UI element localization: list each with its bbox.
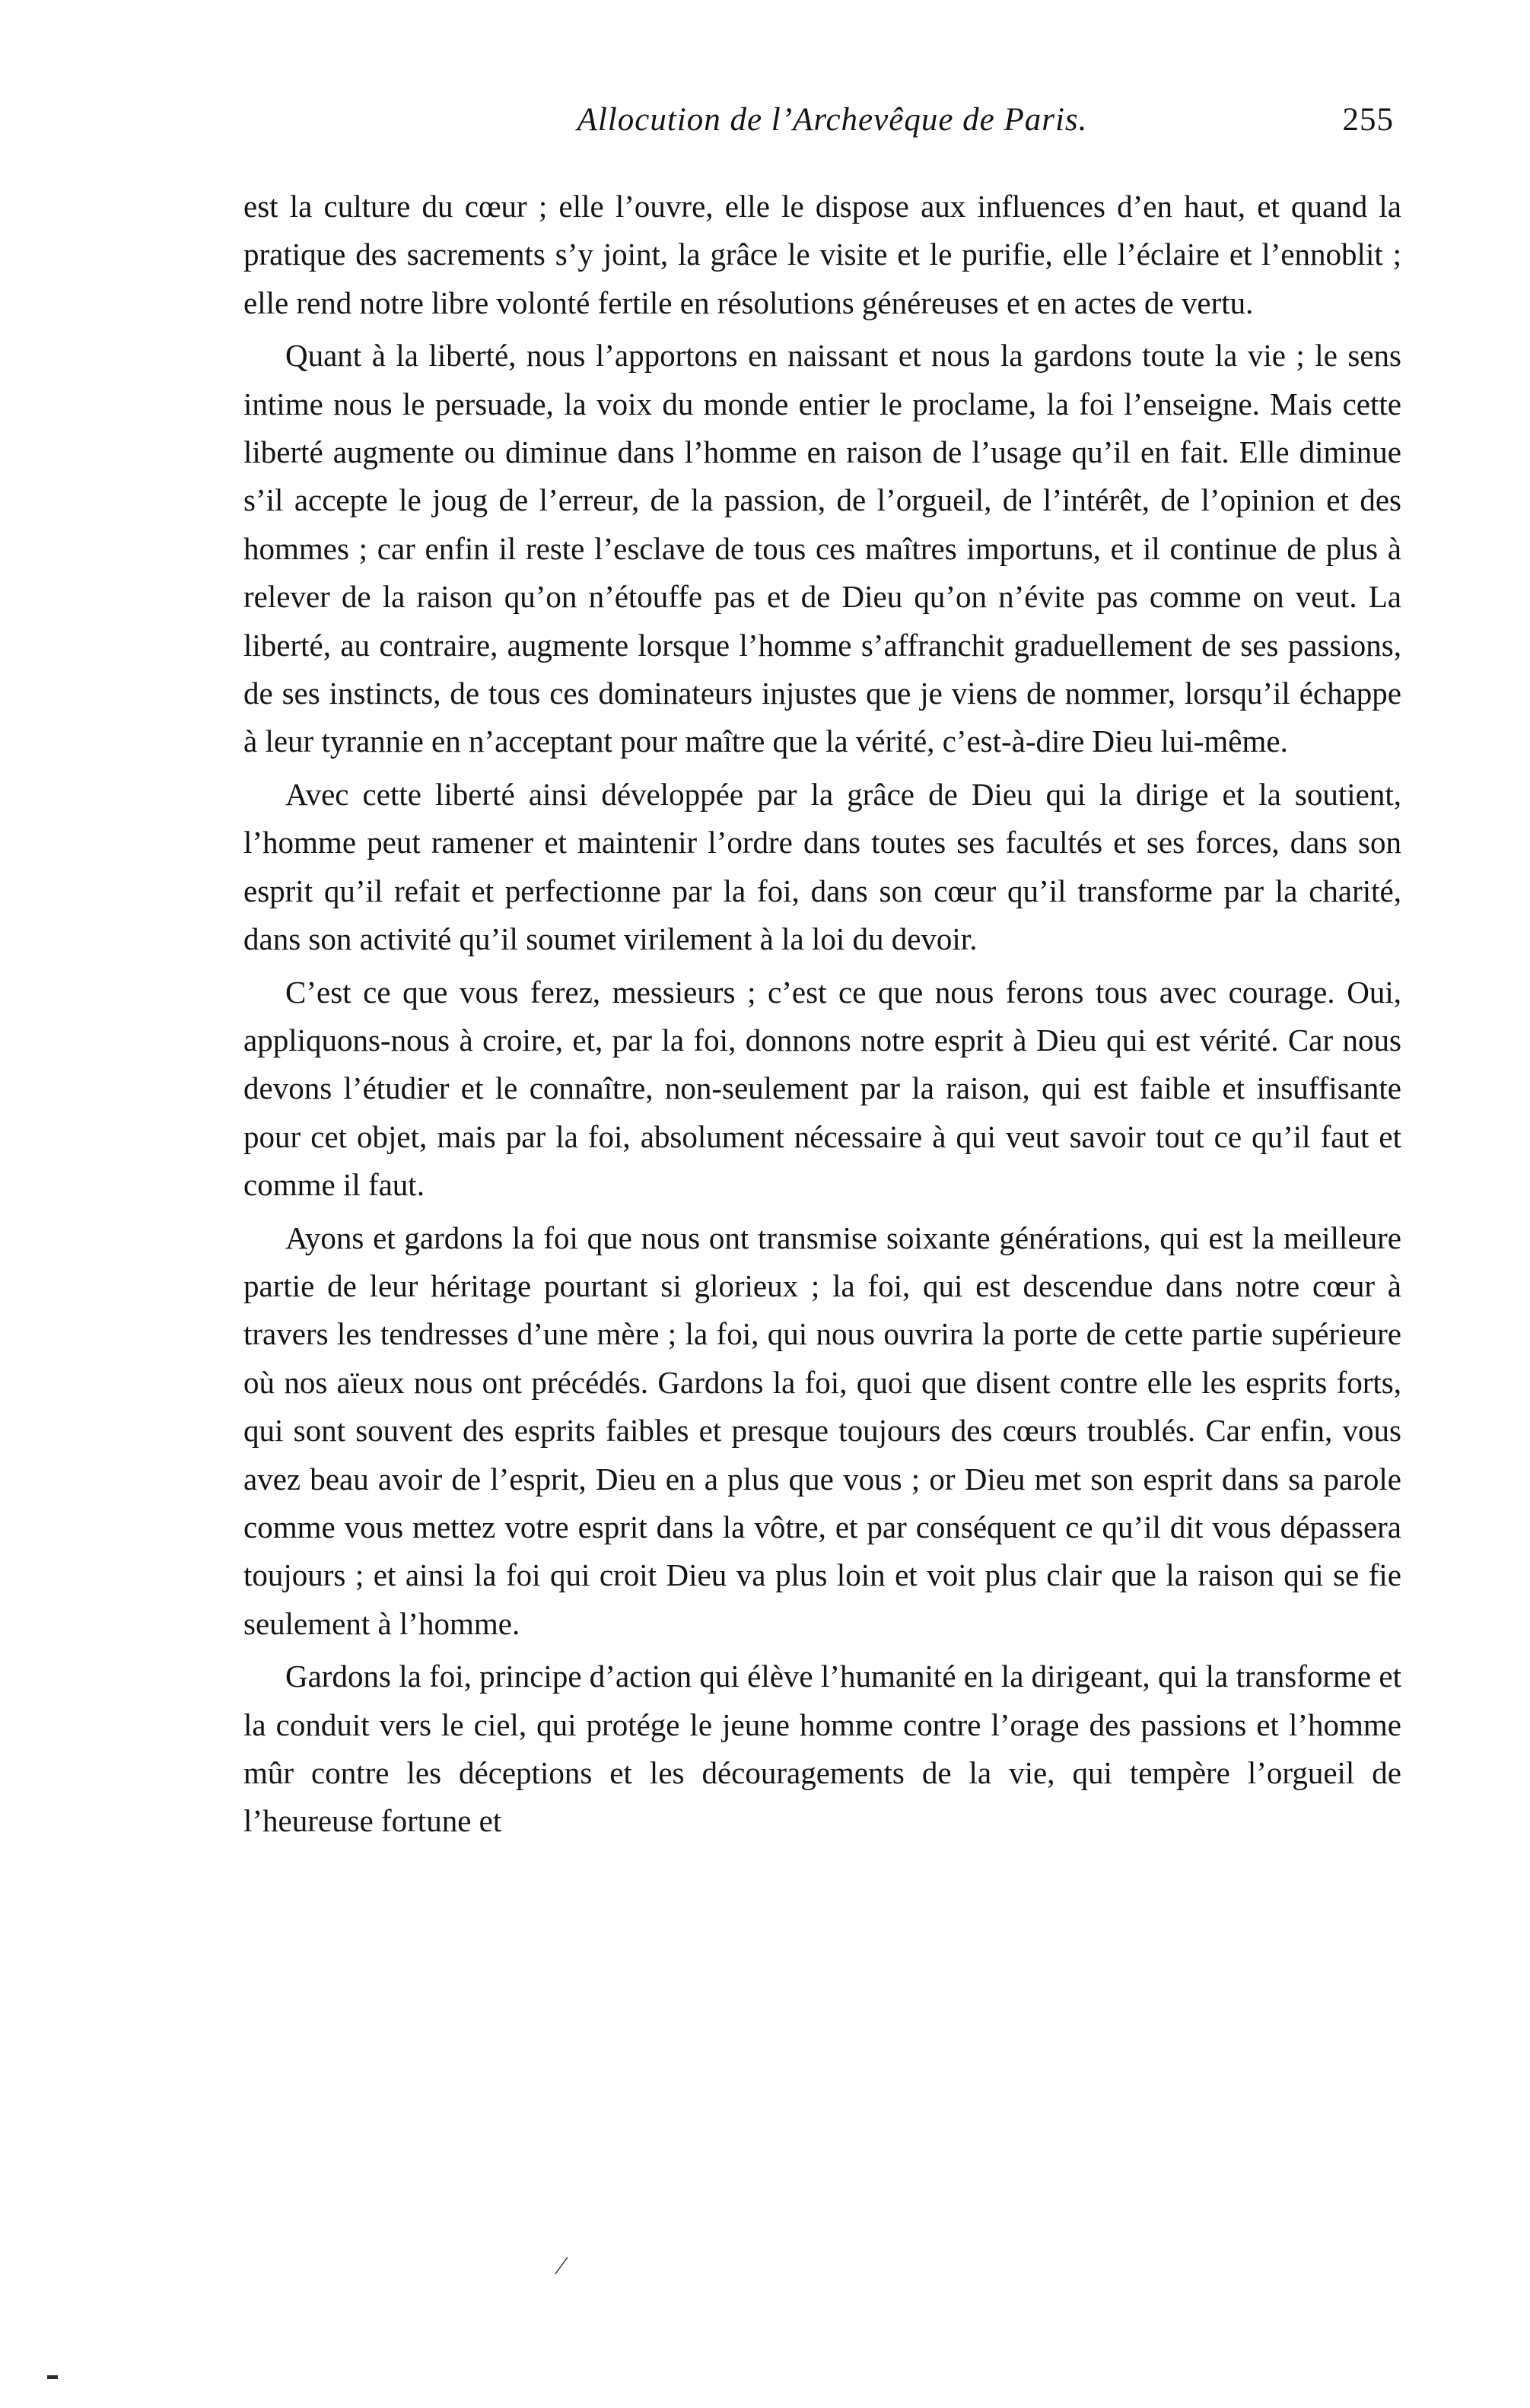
paragraph: est la culture du cœur ; elle l’ouvre, elle le dispose aux influences d’en haut, et quand la pratique des sacrements s’y joint, la grâce le visite et le purifie, elle l’éclaire et l’ennoblit ; elle rend notre libre volonté fertile en résolutions généreuses et en actes de vertu. xyxy=(243,189,1401,320)
page-number: 255 xyxy=(1342,102,1394,138)
body-text xyxy=(243,183,1401,1850)
running-header xyxy=(245,97,1394,151)
print-speck: ⁄ xyxy=(559,2252,564,2280)
paragraph: Avec cette liberté ainsi développée par la grâce de Dieu qui la dirige et la soutient, l’homme peut ramener et maintenir l’ordre dans toutes ses facultés et ses forces, dans son esprit qu’il refait et perfectionne par la foi, dans son cœur qu’il transforme par la charité, dans son activité qu’il soumet virilement à la loi du devoir. xyxy=(243,776,1401,957)
paragraph: Gardons la foi, principe d’action qui élève l’humanité en la dirigeant, qui la transforme et la conduit vers le ciel, qui protége le jeune homme contre l’orage des passions et l’homme mûr contre les déceptions et les découragements de la vie, qui tempère l’orgueil de l’heureuse fortune et xyxy=(243,1659,1401,1839)
running-title: Allocution de l’Archevêque de Paris. xyxy=(577,102,1088,138)
paragraph: Quant à la liberté, nous l’apportons en naissant et nous la gardons toute la vie ; le sens intime nous le persuade, la voix du monde entier le proclame, la foi l’enseigne. Mais cette liberté augmente ou diminue dans l’homme en raison de l’usage qu’il en fait. Elle diminue s’il accepte le joug de l’erreur, de la passion, de l’orgueil, de l’intérêt, de l’opinion et des hommes ; car enfin il reste l’esclave de tous ces maîtres importuns, et il continue de plus à relever de la raison qu’on n’étouffe pas et de Dieu qu’on n’évite pas comme on veut. La liberté, au contraire, augmente lorsque l’homme s’affranchit graduellement de ses passions, de ses instincts, de tous ces dominateurs injustes que je viens de nommer, lorsqu’il échappe à leur tyrannie en n’acceptant pour maître que la vérité, c’est-à-dire Dieu lui-même. xyxy=(243,338,1401,759)
margin-speck xyxy=(47,2375,58,2379)
paragraph: C’est ce que vous ferez, messieurs ; c’est ce que nous ferons tous avec courage. Oui, appliquons-nous à croire, et, par la foi, donnons notre esprit à Dieu qui est vérité. Car nous devons l’étudier et le connaître, non-seulement par la raison, qui est faible et insuffisante pour cet objet, mais par la foi, absolument nécessaire à qui veut savoir tout ce qu’il faut et comme il faut. xyxy=(243,974,1401,1203)
paragraph: Ayons et gardons la foi que nous ont transmise soixante générations, qui est la meilleure partie de leur héritage pourtant si glorieux ; la foi, qui est descendue dans notre cœur à travers les tendresses d’une mère ; la foi, qui nous ouvrira la porte de cette partie supérieure où nos aïeux nous ont précédés. Gardons la foi, quoi que disent contre elle les esprits forts, qui sont souvent des esprits faibles et presque toujours des cœurs troublés. Car enfin, vous avez beau avoir de l’esprit, Dieu en a plus que vous ; or Dieu met son esprit dans sa parole comme vous mettez votre esprit dans la vôtre, et par conséquent ce qu’il dit vous dépassera toujours ; et ainsi la foi qui croit Dieu va plus loin et voit plus clair que la raison qui se fie seulement à l’homme. xyxy=(243,1220,1401,1641)
